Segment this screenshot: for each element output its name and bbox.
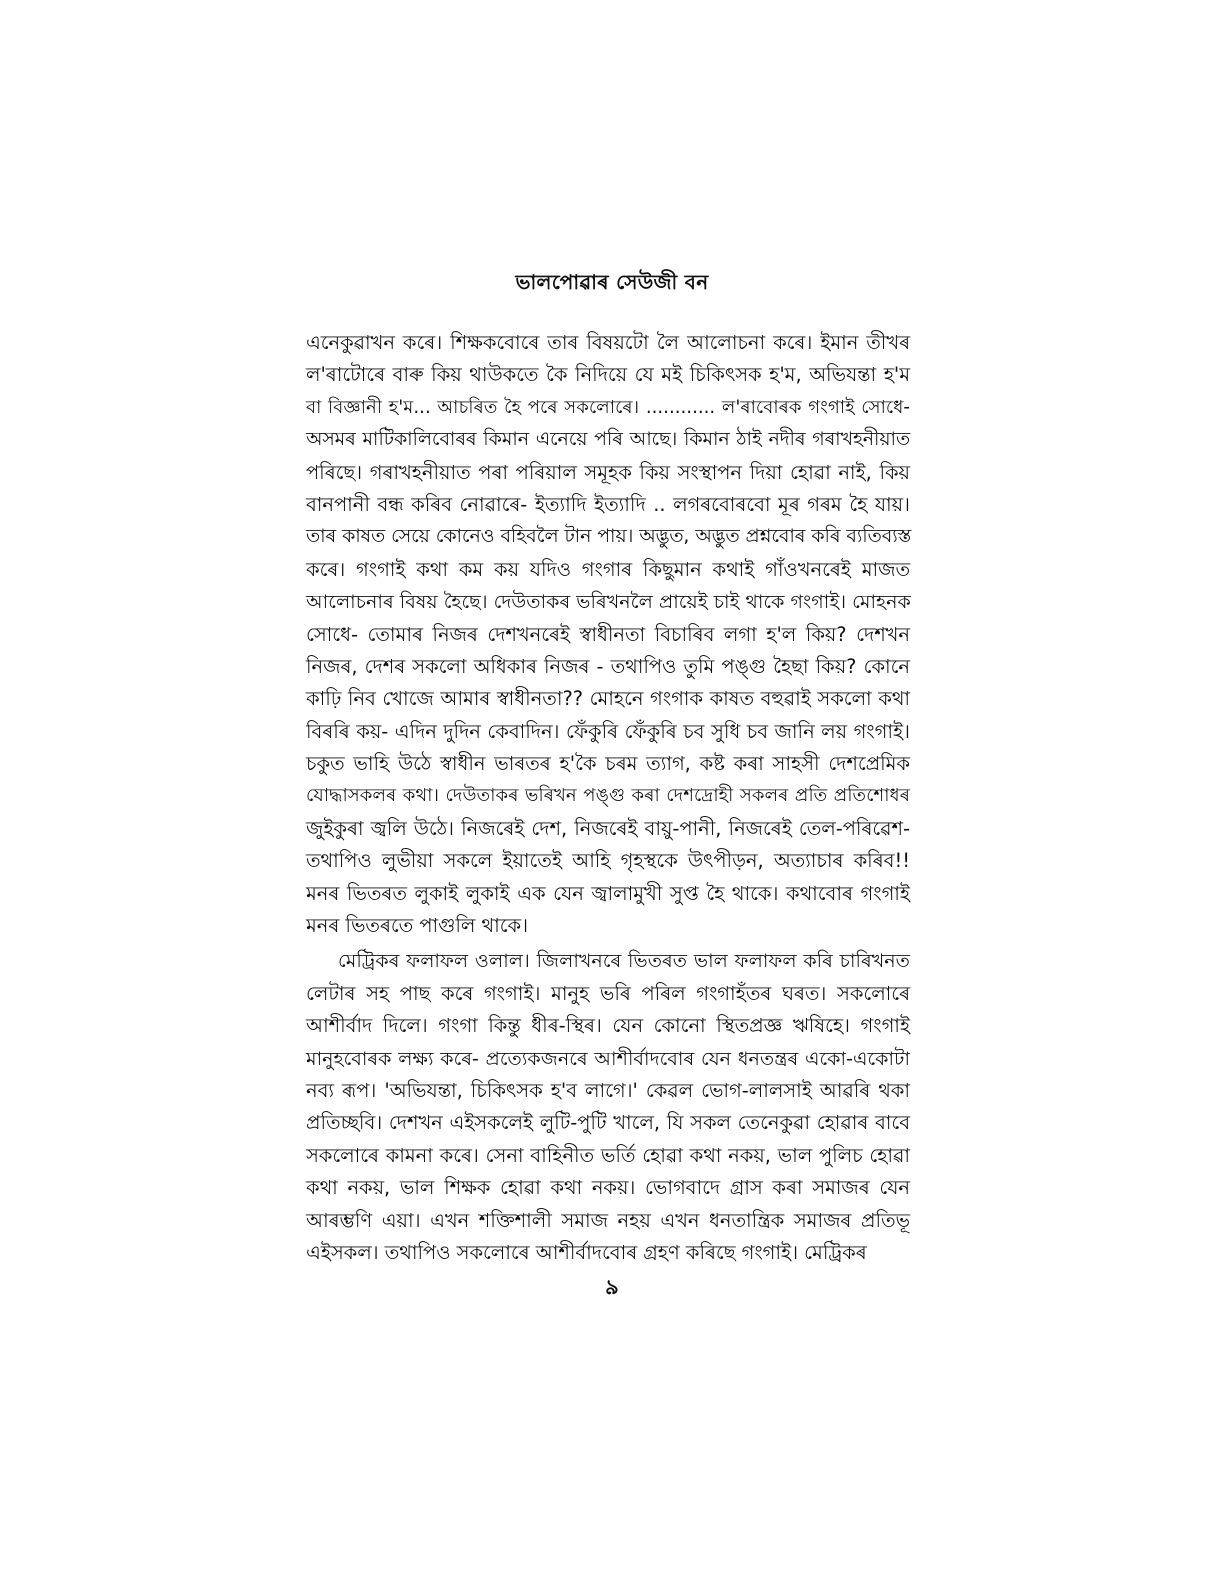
text-line: ল'ৰাটোৰে বাৰু কিয় থাউকতে কৈ নিদিয়ে যে মই চিকিৎসক হ'ম, অভিযন্তা হ'ম <box>306 363 910 387</box>
text-line: প্ৰতিচ্ছবি। দেশখন এইসকলেই লুটি-পুটি খালে, যি সকল তেনেকুৱা হোৱাৰ বাবে <box>306 1111 910 1135</box>
paragraph <box>306 327 910 942</box>
text-line: মেট্ৰিকৰ ফলাফল ওলাল। জিলাখনৰে ভিতৰত ভাল ফলাফল কৰি চাৰিখনত <box>338 949 910 973</box>
paragraph <box>306 945 910 1269</box>
text-line: চকুত ভাহি উঠে স্বাধীন ভাৰতৰ হ'কৈ চৰম ত্যাগ, কষ্ট কৰা সাহসী দেশপ্ৰেমিক <box>306 752 910 776</box>
text-line: যোদ্ধাসকলৰ কথা। দেউতাকৰ ভৰিখন পঙ্গু কৰা দেশদ্ৰোহী সকলৰ প্ৰতি প্ৰতিশোধৰ <box>306 785 910 807</box>
text-line: এনেকুৱাখন কৰে। শিক্ষকবোৰে তাৰ বিষয়টো লৈ আলোচনা কৰে। ইমান তীখৰ <box>306 331 910 354</box>
running-title: ভালপোৱাৰ সেউজী বন <box>515 270 709 294</box>
text-line: কৰে। গংগাই কথা কম কয় যদিও গংগাৰ কিছুমান কথাই গাঁওখনৰেই মাজত <box>306 557 910 581</box>
text-line: আলোচনাৰ বিষয় হৈছে। দেউতাকৰ ভৰিখনলৈ প্ৰায়েই চাই থাকে গংগাই। মোহনক <box>306 590 911 614</box>
text-line: বিৰৰি কয়- এদিন দুদিন কেবাদিন। ফেঁকুৰি ফেঁকুৰি চব সুধি চব জানি লয় গংগাই। <box>306 719 910 743</box>
text-line: আশীৰ্বাদ দিলে। গংগা কিন্তু ধীৰ-স্থিৰ। যেন কোনো স্থিতপ্ৰজ্ঞ ঋষিহে। গংগাই <box>306 1014 910 1038</box>
text-line: নিজৰ, দেশৰ সকলো অধিকাৰ নিজৰ - তথাপিও তুমি পঙ্গু হৈছা কিয়? কোনে <box>306 654 910 678</box>
text-line: মনৰ ভিতৰতে পাগুলি থাকে। <box>306 914 529 938</box>
text-line: মনৰ ভিতৰত লুকাই লুকাই এক যেন জ্বালামুখী সুপ্ত হৈ থাকে। কথাবোৰ গংগাই <box>306 881 910 905</box>
text-line: মানুহবোৰক লক্ষ্য কৰে- প্ৰত্যেকজনৰে আশীৰ্বাদবোৰ যেন ধনতন্ত্ৰৰ একো-একোটা <box>306 1046 910 1070</box>
text-line: নব্য ৰূপ। 'অভিযন্তা, চিকিৎসক হ'ব লাগে।' কেৱল ভোগ-লালসাই আৱৰি থকা <box>306 1078 910 1102</box>
text-line: আৰম্ভণি এয়া। এখন শক্তিশালী সমাজ নহয় এখন ধনতান্ত্ৰিক সমাজৰ প্ৰতিভূ <box>306 1208 910 1232</box>
text-line: সকলোৰে কামনা কৰে। সেনা বাহিনীত ভৰ্তি হোৱা কথা নকয়, ভাল পুলিচ হোৱা <box>306 1143 910 1167</box>
body-text <box>306 327 910 1269</box>
text-line: কাঢ়ি নিব খোজে আমাৰ স্বাধীনতা?? মোহনে গংগাক কাষত বহুৱাই সকলো কথা <box>306 687 910 711</box>
text-line: অসমৰ মাটিকালিবোৰৰ কিমান এনেয়ে পৰি আছে। কিমান ঠাই নদীৰ গৰাখহনীয়াত <box>306 429 910 451</box>
text-line: বানপানী বন্ধ কৰিব নোৱাৰে- ইত্যাদি ইত্যাদি .. লগৰবোৰবো মূৰ গৰম হৈ যায়। <box>306 492 910 516</box>
text-line: পৰিছে। গৰাখহনীয়াত পৰা পৰিয়াল সমূহক কিয় সংস্থাপন দিয়া হোৱা নাই, কিয় <box>306 460 910 484</box>
page-number: ৯ <box>605 1275 619 1299</box>
text-line: তথাপিও লুভীয়া সকলে ইয়াতেই আহি গৃহস্থকে উৎপীড়ন, অত্যাচাৰ কৰিব!! <box>306 849 910 873</box>
text-line: এইসকল। তথাপিও সকলোৰে আশীৰ্বাদবোৰ গ্ৰহণ কৰিছে গংগাই। মেট্ৰিকৰ <box>306 1240 867 1264</box>
text-line: তাৰ কাষত সেয়ে কোনেও বহিবলৈ টান পায়। অদ্ভুত, অদ্ভুত প্ৰশ্নবোৰ কৰি ব্যতিব্যস্ত <box>306 526 912 548</box>
text-line: জুইকুৰা জ্বলি উঠে। নিজৰেই দেশ, নিজৰেই বায়ু-পানী, নিজৰেই তেল-পৰিৱেশ- <box>306 816 910 840</box>
text-line: বা বিজ্ঞানী হ'ম... আচৰিত হৈ পৰে সকলোৰে। ............ ল'ৰাবোৰক গংগাই সোধে- <box>306 396 910 418</box>
text-line: সোধে- তোমাৰ নিজৰ দেশখনৰেই স্বাধীনতা বিচাৰিব লগা হ'ল কিয়? দেশখন <box>306 622 910 646</box>
text-line: লেটাৰ সহ পাছ কৰে গংগাই। মানুহ ভৰি পৰিল গংগাহঁতৰ ঘৰত। সকলোৰে <box>306 981 910 1005</box>
text-line: কথা নকয়, ভাল শিক্ষক হোৱা কথা নকয়। ভোগবাদে গ্ৰাস কৰা সমাজৰ যেন <box>306 1176 910 1200</box>
